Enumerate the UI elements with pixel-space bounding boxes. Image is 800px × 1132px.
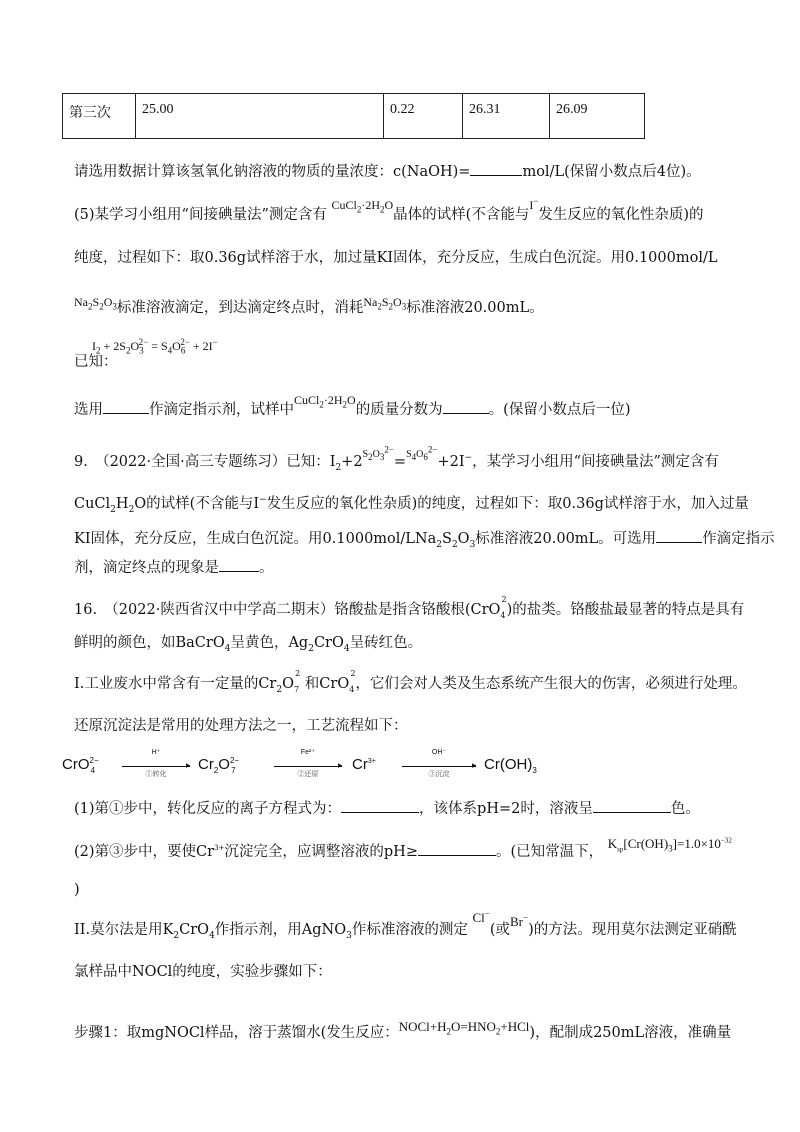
flow-arrow-2-top: Fe²⁺ xyxy=(300,749,316,756)
text: O=HNO xyxy=(451,1019,496,1034)
text: NOCl+H xyxy=(398,1019,447,1034)
text: ·2H xyxy=(323,393,343,407)
text: 标准溶液20.00mL。可选用 xyxy=(475,531,657,547)
text: Br xyxy=(510,914,524,929)
text: O xyxy=(347,393,356,407)
text: 晶体的试样(不含能与 xyxy=(393,207,530,223)
text: O xyxy=(393,295,402,309)
text: II.莫尔法是用K xyxy=(74,922,174,938)
text: I.工业废水中常含有一定量的Cr xyxy=(74,676,277,692)
text: 选用 xyxy=(74,402,103,418)
text: 作标准溶液的测定 xyxy=(351,922,468,938)
question-text: 纯度，过程如下：取0.36g试样溶于水，加过量KI固体，充分反应，生成白色沉淀。用0.1000mol/L xyxy=(74,250,718,266)
question-16-text: 还原沉淀法是常用的处理方法之一，工艺流程如下： xyxy=(74,718,408,734)
flow-species-4: $Cr(OH)_3$ xyxy=(484,756,537,775)
text: [Cr(OH) xyxy=(623,836,669,851)
text: O xyxy=(372,449,380,460)
question-part-ii: II.莫尔法是用$K_2CrO_4$作指示剂，用AgNO$_3$作标准溶液的测定 Cl−(或Br−)的方法。现用莫尔法测定亚硝酰 xyxy=(74,908,737,941)
text: O xyxy=(218,756,230,773)
equation: $I_2 + 2S_2O_3^{2-} = S_4O_6^{2-} + 2I^-$ xyxy=(92,337,218,356)
flow-species-1: CrO$^{2-}_4$ xyxy=(62,756,99,775)
text: KI固体，充分反应，生成白色沉淀。用0.1000mol/LNa xyxy=(74,531,437,547)
flow-arrow-2-bottom: ②还原 xyxy=(297,770,319,778)
text: 16. （2022·陕西省汉中中学高二期末）铬酸盐是指含铬酸根(CrO xyxy=(74,602,501,618)
text: 。 xyxy=(259,560,274,576)
table-cell: 26.09 xyxy=(550,94,645,139)
text: + 2S xyxy=(103,339,126,353)
text: 标准溶液滴定，到达滴定终点时，消耗 xyxy=(116,300,364,316)
arrowhead-icon: ▸ xyxy=(186,761,191,771)
text: I xyxy=(92,339,96,353)
formula: Na2S2O3 xyxy=(74,295,117,312)
question-16-text: 16. （2022·陕西省汉中中学高二期末）铬酸盐是指含铬酸根(CrO$_4^2$)的盐类。铬酸盐最显著的特点是具有 xyxy=(74,595,745,620)
text: ，某学习小组用“间接碘量法”测定含有 xyxy=(472,454,719,470)
text: Cr xyxy=(198,756,214,773)
text: ·2H xyxy=(361,198,380,212)
text: 。(保留小数点后一位) xyxy=(488,402,631,418)
formula: CuCl2·2H2O xyxy=(331,198,394,215)
text: Cl xyxy=(472,910,485,925)
text: O的试样(不含能与I xyxy=(134,496,260,512)
text: O xyxy=(457,531,470,547)
answer-blank[interactable] xyxy=(418,840,496,856)
text: 作滴定指示剂，试样中 xyxy=(149,402,294,418)
arrowhead-icon: ▸ xyxy=(472,761,477,771)
flow-arrow-1-top: H⁺ xyxy=(151,749,161,756)
question-16-text: 鲜明的颜色，如BaCrO$_4$呈黄色，$Ag_2CrO_4$呈砖红色。 xyxy=(74,635,423,654)
text: O xyxy=(103,295,113,309)
question-text xyxy=(74,196,704,225)
text: S xyxy=(381,295,389,309)
text: 呈砖红色。 xyxy=(349,635,423,651)
text: +HCl xyxy=(500,1019,530,1034)
text: = xyxy=(393,454,407,470)
text: (1)第①步中，转化反应的离子方程式为： xyxy=(74,801,342,817)
question-9-text: KI固体，充分反应，生成白色沉淀。用$0.1000mol/LNa_2S_2O_3$标准溶液20.00mL。可选用 作滴定指示 xyxy=(74,527,775,549)
text: 色。 xyxy=(670,801,700,817)
question-part-ii: 氯样品中NOCl的纯度，实验步骤如下： xyxy=(74,964,332,980)
flow-species-3 xyxy=(352,756,376,773)
text: Cr xyxy=(352,756,368,773)
table-row xyxy=(63,94,645,139)
text: 发生反应的氧化性杂质)的纯度，过程如下：取0.36g试样溶于水，加入过量 xyxy=(266,496,749,512)
text: mol/L(保留小数点后4位)。 xyxy=(522,164,701,180)
question-text xyxy=(74,295,544,318)
text: O xyxy=(282,676,294,692)
question-9-text xyxy=(74,556,274,578)
question-9-text: $CuCl_2H_2O$的试样(不含能与I−发生反应的氧化性杂质)的纯度，过程如下：取0.36g试样溶于水，加入过量 xyxy=(74,495,749,515)
text: (2)第③步中，要使Cr xyxy=(74,844,215,860)
text: 和CrO xyxy=(304,676,350,692)
text: )，配制成250mL溶液，准确量 xyxy=(529,1025,732,1041)
text: 。(已知常温下， xyxy=(495,844,604,860)
text: )的方法。现用莫尔法测定亚硝酰 xyxy=(528,922,737,938)
flow-species-2: $Cr_2O^{2-}_7$ xyxy=(198,756,240,775)
equation: $NOCl+H_2O=HNO_2+HCl$ xyxy=(398,1019,530,1037)
formula: Cl− xyxy=(472,908,490,925)
flow-arrow-3-bottom: ③沉淀 xyxy=(428,770,450,778)
text: S xyxy=(362,449,369,460)
answer-blank[interactable] xyxy=(341,797,419,813)
text: 9. （2022·全国·高三专题练习）已知：I xyxy=(74,454,336,470)
table-cell: 25.00 xyxy=(136,94,384,139)
titration-table xyxy=(62,93,645,139)
text: O xyxy=(384,198,394,212)
table-cell: 第三次 xyxy=(63,94,136,139)
text: CuCl xyxy=(294,393,320,407)
text: 请选用数据计算该氢氧化钠溶液的物质的量浓度：c(NaOH)= xyxy=(74,164,471,180)
text: CuCl xyxy=(331,198,357,212)
process-flow-diagram xyxy=(62,749,622,782)
answer-blank[interactable] xyxy=(470,160,522,176)
text: I xyxy=(529,198,534,212)
text: O xyxy=(416,449,424,460)
text: + 2I xyxy=(192,339,213,353)
text: 剂，滴定终点的现象是 xyxy=(74,560,219,576)
text: +2 xyxy=(341,454,363,470)
text: 的质量分数为 xyxy=(355,402,443,418)
text: 3+ xyxy=(367,758,376,765)
step-1-text xyxy=(74,1019,732,1043)
subquestion-2: (2)第③步中，要使$Cr^{3+}$沉淀完全，应调整溶液的pH≥ 。(已知常温下， $K_{sp}[Cr(OH)_3]=1.0\times 10^{-32}$ xyxy=(74,836,732,860)
formula: Br− xyxy=(510,912,529,929)
formula: I− xyxy=(529,196,539,212)
answer-blank[interactable] xyxy=(219,556,259,572)
text: 鲜明的颜色，如BaCrO xyxy=(74,635,225,651)
closing-paren: ) xyxy=(74,882,80,898)
flow-arrow-1-bottom: ①转化 xyxy=(145,770,167,778)
flow-arrow-2 xyxy=(274,766,342,767)
answer-blank[interactable] xyxy=(593,797,671,813)
question-text xyxy=(74,160,701,182)
formula: S2O32− xyxy=(362,444,394,462)
formula: Na2S2O3 xyxy=(363,295,407,312)
text: O xyxy=(172,339,181,353)
text: CuCl xyxy=(74,496,111,512)
text: 标准溶液20.00mL。 xyxy=(406,300,544,316)
question-9-text: 9. （2022·全国·高三专题练习）已知：$I_2+2^{S_2O_3^{2-}}=^{S_4O_6^{2-}}+2I^-$，某学习小组用“间接碘量法”测定含有 xyxy=(74,444,719,473)
text: K xyxy=(607,836,618,851)
text: CrO xyxy=(313,635,344,651)
text: S xyxy=(92,295,100,309)
text: (5)某学习小组用“间接碘量法”测定含有 xyxy=(74,207,327,223)
answer-blank[interactable] xyxy=(443,398,489,414)
text: 作滴定指示 xyxy=(702,531,775,547)
flow-arrow-3-top: OH⁻ xyxy=(431,749,447,756)
text: 发生反应的氧化性杂质)的 xyxy=(538,207,704,223)
text: CrO xyxy=(179,922,210,938)
text: +2I xyxy=(437,454,465,470)
text: = S xyxy=(151,339,168,353)
text: 步骤1：取mgNOCl样品，溶于蒸馏水(发生反应： xyxy=(74,1025,399,1041)
text: CrO xyxy=(62,756,90,773)
question-text xyxy=(74,393,631,420)
text: H xyxy=(115,496,129,512)
text: ，该体系pH=2时，溶液呈 xyxy=(419,801,593,817)
text: S xyxy=(406,449,412,460)
text: 作指示剂，用AgNO xyxy=(214,922,347,938)
text: Na xyxy=(74,295,88,309)
text: Cr(OH) xyxy=(484,756,533,773)
subquestion-1 xyxy=(74,797,700,819)
ksp-expression: $K_{sp}[Cr(OH)_3]=1.0\times 10^{-32}$ xyxy=(607,836,732,854)
text: (或 xyxy=(489,922,511,938)
text: 沉淀完全，应调整溶液的pH≥ xyxy=(224,844,418,860)
formula: S4O62− xyxy=(406,444,438,462)
label: 已知： xyxy=(74,354,118,370)
table-cell: 26.31 xyxy=(463,94,550,139)
arrowhead-icon: ▸ xyxy=(338,761,343,771)
table-cell: 0.22 xyxy=(384,94,463,139)
answer-blank[interactable] xyxy=(656,527,702,543)
text: sp xyxy=(617,845,624,854)
formula: CuCl2·2H2O xyxy=(294,393,356,410)
text: 呈黄色，Ag xyxy=(230,635,309,651)
text: ]=1.0×10 xyxy=(672,836,721,851)
text: Na xyxy=(363,295,378,309)
flow-arrow-3 xyxy=(402,766,476,767)
flow-arrow-1 xyxy=(122,766,190,767)
text: S xyxy=(442,531,452,547)
text: )的盐类。铬酸盐最显著的特点是具有 xyxy=(506,602,745,618)
answer-blank[interactable] xyxy=(103,398,149,414)
text: O xyxy=(130,339,140,353)
text: −32 xyxy=(720,836,732,845)
text: ，它们会对人类及生态系统产生很大的伤害，必须进行处理。 xyxy=(355,676,747,692)
question-16-text: I.工业废水中常含有一定量的$Cr_2O_7^2$ 和CrO$_4^2$，它们会对人类及生态系统产生很大的伤害，必须进行处理。 xyxy=(74,669,747,695)
